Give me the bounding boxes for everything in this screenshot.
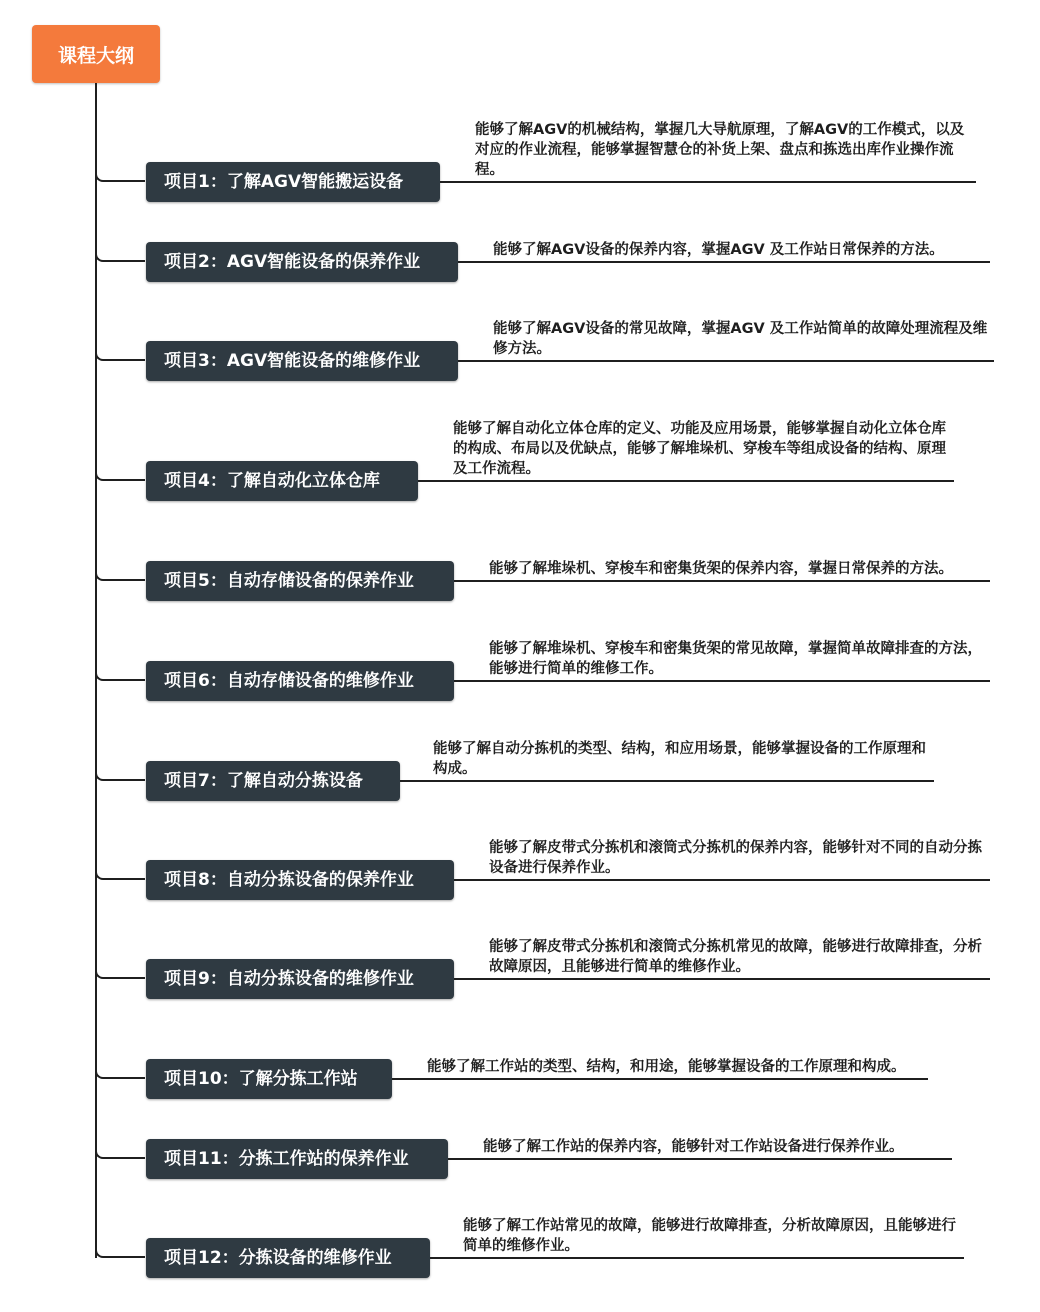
topic-title: 项目9：自动分拣设备的维修作业 (164, 969, 414, 989)
topic-node[interactable] (146, 561, 454, 601)
topic-node[interactable] (146, 1139, 448, 1179)
topic-title: 项目2：AGV智能设备的保养作业 (164, 252, 421, 272)
connector-line (95, 769, 145, 781)
topic-description: 能够了解堆垛机、穿梭车和密集货架的常见故障，掌握简单故障排查的方法，能够进行简单的维修工作。 (489, 641, 982, 677)
topic-description: 能够了解AGV设备的保养内容，掌握AGV 及工作站日常保养的方法。 (493, 242, 944, 258)
topic-description: 能够了解工作站的保养内容，能够针对工作站设备进行保养作业。 (483, 1139, 904, 1155)
description-underline (454, 680, 990, 682)
connector-line (95, 250, 145, 262)
topic-node[interactable] (146, 661, 454, 701)
topic-node[interactable] (146, 162, 440, 202)
topic-title: 项目10：了解分拣工作站 (164, 1069, 358, 1089)
topic-description: 能够了解AGV设备的常见故障，掌握AGV 及工作站简单的故障处理流程及维修方法。 (493, 321, 988, 357)
topic-description: 能够了解堆垛机、穿梭车和密集货架的保养内容，掌握日常保养的方法。 (489, 561, 953, 577)
connector-line (95, 967, 145, 979)
connector-line (95, 1147, 145, 1159)
topic-node[interactable] (146, 461, 418, 501)
topic-title: 项目4：了解自动化立体仓库 (164, 471, 380, 491)
connector-line (95, 669, 145, 681)
root-node[interactable] (32, 25, 160, 83)
topic-description: 能够了解AGV的机械结构，掌握几大导航原理，了解AGV的工作模式，以及对应的作业流程，能够掌握智慧仓的补货上架、盘点和拣选出库作业操作流程。 (475, 122, 965, 178)
root-label: 课程大纲 (57, 44, 134, 67)
topic-description: 能够了解皮带式分拣机和滚筒式分拣机的保养内容，能够针对不同的自动分拣设备进行保养作业。 (489, 840, 982, 876)
topic-title: 项目7：了解自动分拣设备 (164, 771, 363, 791)
topic-title: 项目11：分拣工作站的保养作业 (164, 1149, 409, 1169)
topic-description: 能够了解自动分拣机的类型、结构，和应用场景，能够掌握设备的工作原理和构成。 (433, 741, 926, 777)
connector-line (95, 170, 145, 182)
connector-line (95, 569, 145, 581)
description-underline (458, 360, 994, 362)
connector-line (95, 1067, 145, 1079)
topic-title: 项目12：分拣设备的维修作业 (164, 1248, 392, 1268)
topic-node[interactable] (146, 341, 458, 381)
topic-node[interactable] (146, 1238, 430, 1278)
description-underline (440, 181, 976, 183)
topic-description: 能够了解工作站的类型、结构，和用途，能够掌握设备的工作原理和构成。 (427, 1059, 906, 1075)
topic-title: 项目5：自动存储设备的保养作业 (164, 571, 414, 591)
connector-line (95, 349, 145, 361)
description-underline (454, 879, 990, 881)
connector-line (95, 469, 145, 481)
description-underline (430, 1257, 964, 1259)
topic-description: 能够了解皮带式分拣机和滚筒式分拣机常见的故障，能够进行故障排查，分析故障原因，且能够进行简单的维修作业。 (489, 939, 982, 975)
topic-title: 项目8：自动分拣设备的保养作业 (164, 870, 414, 890)
description-underline (400, 780, 934, 782)
description-underline (418, 480, 954, 482)
description-underline (454, 580, 990, 582)
topic-title: 项目6：自动存储设备的维修作业 (164, 671, 414, 691)
description-underline (454, 978, 990, 980)
description-underline (392, 1078, 928, 1080)
topic-description: 能够了解自动化立体仓库的定义、功能及应用场景，能够掌握自动化立体仓库的构成、布局以及优缺点，能够了解堆垛机、穿梭车等组成设备的结构、原理及工作流程。 (453, 421, 946, 477)
description-underline (458, 261, 990, 263)
topic-description: 能够了解工作站常见的故障，能够进行故障排查，分析故障原因，且能够进行简单的维修作业。 (463, 1218, 956, 1254)
topic-node[interactable] (146, 860, 454, 900)
connector-line (95, 868, 145, 880)
topic-node[interactable] (146, 761, 400, 801)
topic-node[interactable] (146, 1059, 392, 1099)
topic-title: 项目3：AGV智能设备的维修作业 (164, 351, 421, 371)
topic-node[interactable] (146, 959, 454, 999)
topic-title: 项目1：了解AGV智能搬运设备 (164, 172, 404, 192)
topic-node[interactable] (146, 242, 458, 282)
connector-line (95, 1246, 145, 1258)
description-underline (448, 1158, 952, 1160)
